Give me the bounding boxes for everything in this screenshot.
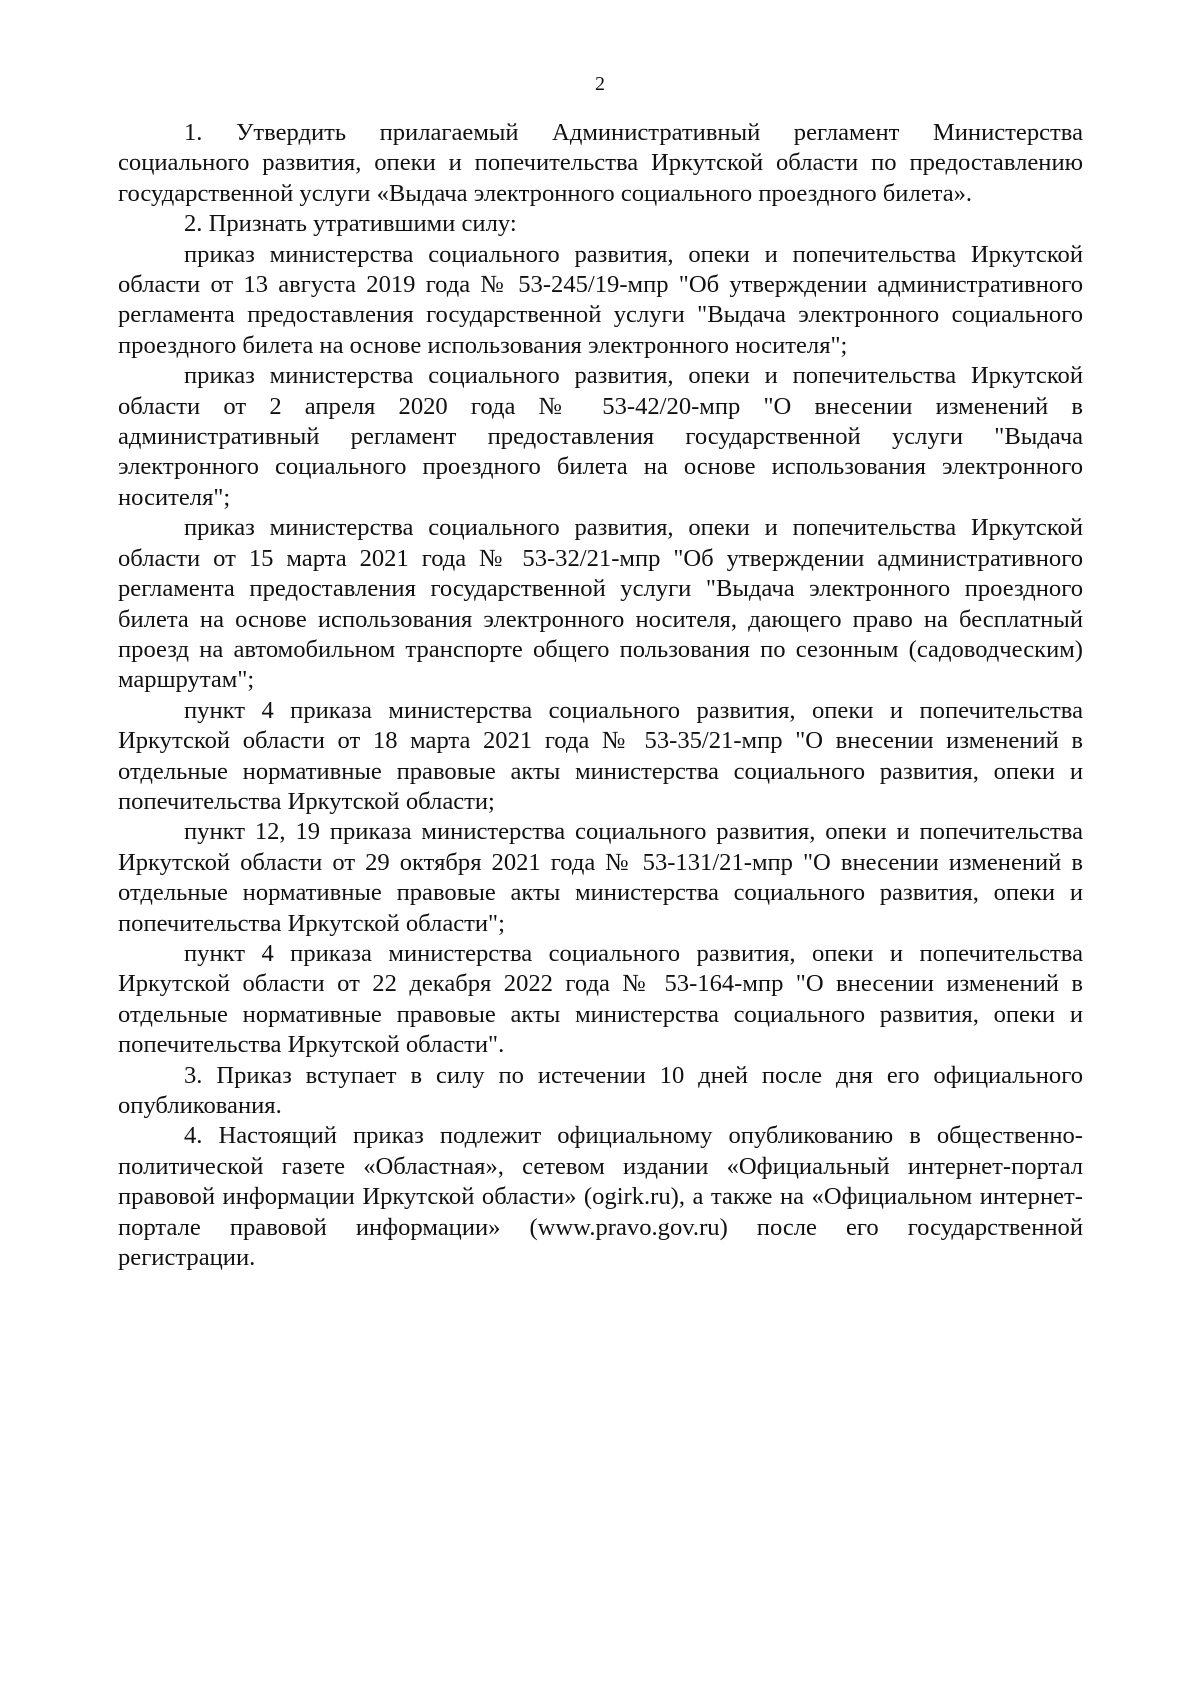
paragraph-repealed-order-2020: приказ министерства социального развития, опеки и попечительства Иркутской области от 2 апреля 2020 года № 53-42/20-мпр "О внесении изменений в административный регламент предоставления государственной услуги "Выдача электронного социального проездного билета на основе использования электронного носителя"; bbox=[118, 362, 1083, 511]
paragraph-repealed-order-2021-march-18: пункт 4 приказа министерства социального развития, опеки и попечительства Иркутской области от 18 марта 2021 года № 53-35/21-мпр "О внесении изменений в отдельные нормативные правовые акты министерства социального развития, опеки и попечительства Иркутской области; bbox=[118, 696, 1083, 815]
paragraph-repealed-order-2019: приказ министерства социального развития, опеки и попечительства Иркутской области от 13 августа 2019 года № 53-245/19-мпр "Об утверждении административного регламента предоставления государственной услуги "Выдача электронного социального проездного билета на основе использования электронного носителя"; bbox=[118, 240, 1083, 359]
paragraph-publication: 4. Настоящий приказ подлежит официальному опубликованию в общественно-политической газете «Областная», сетевом издании «Официальный интернет-портал правовой информации Иркутской области» (ogirk.ru), а также на «Официальном интернет-портале правовой информации» (www.pravo.gov.ru) после его государственной регистрации. bbox=[118, 1122, 1083, 1272]
page-number: 2 bbox=[595, 73, 605, 95]
paragraph-repealed-order-2022: пункт 4 приказа министерства социального развития, опеки и попечительства Иркутской области от 22 декабря 2022 года № 53-164-мпр "О внесении изменений в отдельные нормативные правовые акты министерства социального развития, опеки и попечительства Иркутской области". bbox=[118, 939, 1083, 1059]
document-body bbox=[118, 118, 1083, 1273]
paragraph-entry-into-force: 3. Приказ вступает в силу по истечении 10 дней после дня его официального опубликования. bbox=[118, 1061, 1083, 1119]
paragraph-repealed-order-2021-october: пункт 12, 19 приказа министерства социального развития, опеки и попечительства Иркутской области от 29 октября 2021 года № 53-131/21-мпр "О внесении изменений в отдельные нормативные правовые акты министерства социального развития, опеки и попечительства Иркутской области"; bbox=[118, 818, 1083, 937]
paragraph-approve-regulation: 1. Утвердить прилагаемый Административный регламент Министерства социального развития, опеки и попечительства Иркутской области по предоставлению государственной услуги «Выдача электронного социального проездного билета». bbox=[118, 119, 1083, 207]
paragraph-repealed-order-2021-march-15: приказ министерства социального развития, опеки и попечительства Иркутской области от 15 марта 2021 года № 53-32/21-мпр "Об утверждении административного регламента предоставления государственной услуги "Выдача электронного проездного билета на основе использования электронного носителя, дающего право на бесплатный проезд на автомобильном транспорте общего пользования по сезонным (садоводческим) маршрутам"; bbox=[118, 514, 1083, 694]
paragraph-repeal-heading: 2. Признать утратившими силу: bbox=[184, 210, 517, 238]
